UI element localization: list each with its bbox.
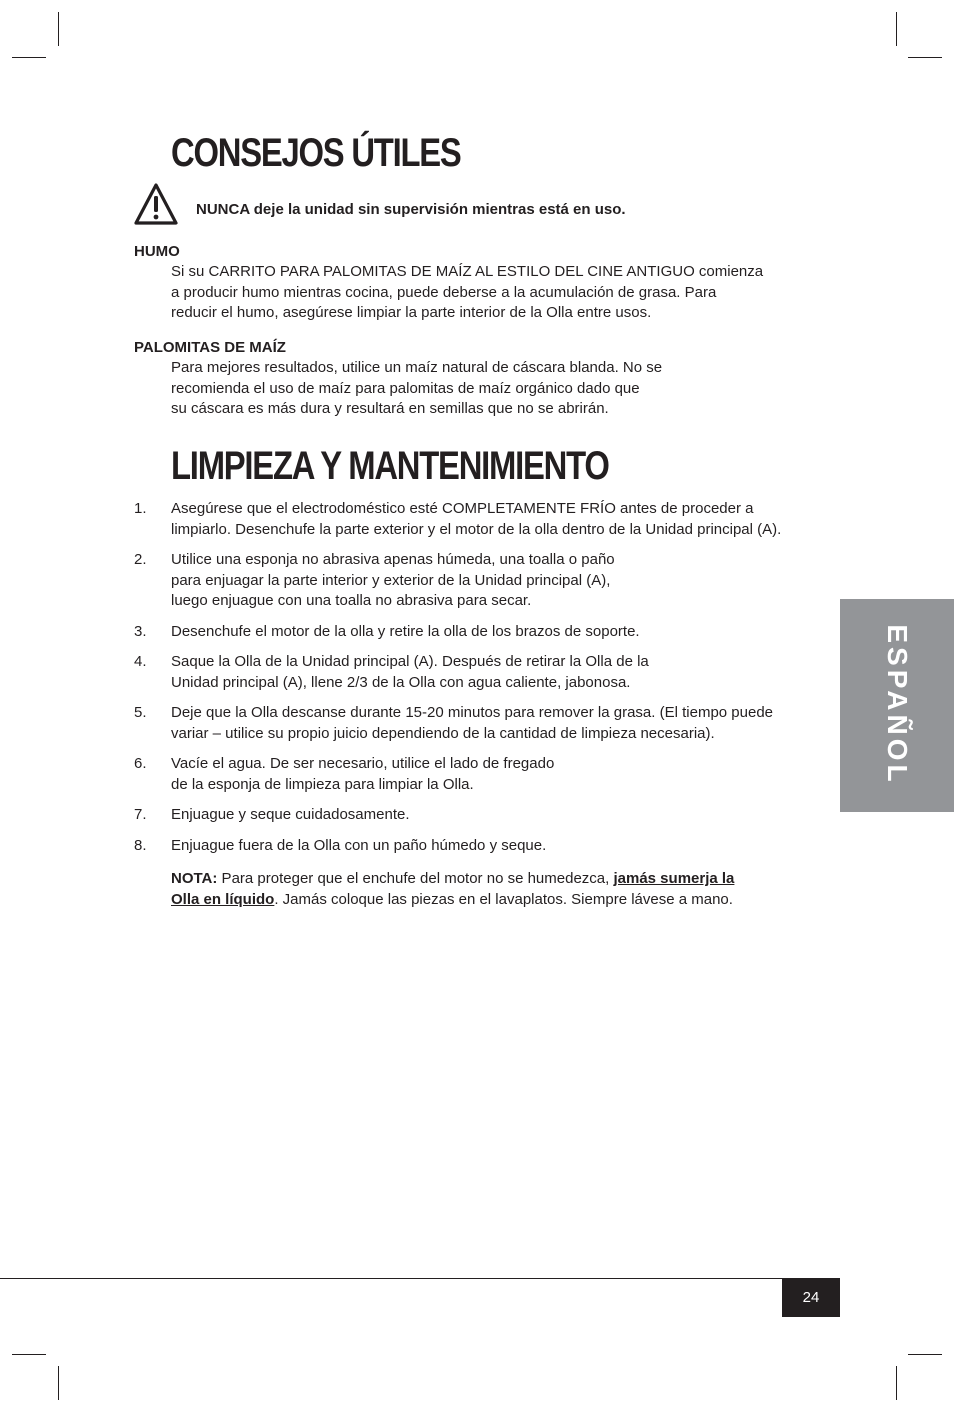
list-item: [134, 754, 834, 795]
list-item-line: para enjuagar la parte interior y exterior de la Unidad principal (A),: [171, 571, 611, 589]
crop-mark: [896, 1366, 897, 1400]
list-item: [134, 805, 834, 826]
paragraph-line: su cáscara es más dura y resultará en semillas que no se abrirán.: [171, 400, 609, 417]
list-item-number: 6.: [134, 755, 147, 772]
list-item-line: de la esponja de limpieza para limpiar la Olla.: [171, 775, 474, 793]
note-emphasis: jamás sumerja la: [613, 870, 735, 887]
list-item-line: Deje que la Olla descanse durante 15-20 minutos para remover la grasa. (El tiempo puede: [171, 704, 774, 721]
crop-mark: [58, 12, 59, 46]
footer-rule: [0, 1278, 840, 1279]
list-item-line: Unidad principal (A), llene 2/3 de la Olla con agua caliente, jabonosa.: [171, 673, 631, 691]
crop-mark: [12, 1354, 46, 1355]
language-tab-label: ESPAÑOL: [882, 624, 913, 786]
list-item-line: variar – utilice su propio juicio dependiendo de la cantidad de limpieza necesaria).: [171, 724, 715, 742]
list-item-line: Vacíe el agua. De ser necesario, utilice el lado de fregado: [171, 755, 555, 772]
note-emphasis: Olla en líquido: [171, 890, 275, 908]
list-item-number: 3.: [134, 622, 147, 640]
note-label: NOTA:: [171, 870, 218, 887]
paragraph-humo: [171, 262, 763, 324]
paragraph-line: recomienda el uso de maíz para palomitas de maíz orgánico dado que: [171, 379, 640, 397]
list-item: [134, 550, 834, 612]
paragraph-palomitas: [171, 358, 662, 420]
subheading-humo: HUMO: [134, 243, 180, 260]
list-item-number: 2.: [134, 551, 147, 568]
cleaning-steps-list: [134, 499, 834, 856]
crop-mark: [58, 1366, 59, 1400]
language-side-tab: [840, 599, 954, 812]
list-item-number: 8.: [134, 836, 147, 854]
warning-text: NUNCA deje la unidad sin supervisión mientras está en uso.: [196, 201, 626, 218]
list-item-line: Saque la Olla de la Unidad principal (A). Después de retirar la Olla de la: [171, 653, 649, 670]
list-item: [134, 836, 834, 857]
crop-mark: [908, 57, 942, 58]
list-item-number: 7.: [134, 806, 147, 823]
list-item: [134, 622, 834, 643]
subheading-palomitas: PALOMITAS DE MAÍZ: [134, 339, 286, 356]
page-number: 24: [782, 1278, 840, 1317]
list-item-line: luego enjuague con una toalla no abrasiva para secar.: [171, 592, 532, 609]
warning-row: [134, 182, 834, 228]
list-item-line: Utilice una esponja no abrasiva apenas húmeda, una toalla o paño: [171, 551, 615, 568]
note-text: . Jamás coloque las piezas en el lavaplatos. Siempre lávese a mano.: [274, 890, 733, 908]
section-title-limpieza: LIMPIEZA Y MANTENIMIENTO: [171, 444, 609, 488]
note-paragraph: [171, 869, 734, 910]
warning-triangle-icon: [134, 182, 178, 226]
crop-mark: [896, 12, 897, 46]
note-text: Para proteger que el enchufe del motor no se humedezca,: [217, 870, 614, 887]
crop-mark: [908, 1354, 942, 1355]
list-item: [134, 703, 834, 744]
list-item-line: Enjuague y seque cuidadosamente.: [171, 806, 410, 823]
list-item-line: Asegúrese que el electrodoméstico esté COMPLETAMENTE FRÍO antes de proceder a: [171, 500, 754, 517]
list-item-number: 4.: [134, 653, 147, 670]
list-item-line: limpiarlo. Desenchufe la parte exterior y el motor de la olla dentro de la Unidad principal (A).: [171, 520, 782, 538]
paragraph-line: Si su CARRITO PARA PALOMITAS DE MAÍZ AL ESTILO DEL CINE ANTIGUO comienza: [171, 263, 764, 280]
list-item-number: 1.: [134, 500, 147, 517]
section-title-consejos: CONSEJOS ÚTILES: [171, 131, 461, 175]
paragraph-line: Para mejores resultados, utilice un maíz natural de cáscara blanda. No se: [171, 359, 663, 376]
list-item: [134, 499, 834, 540]
list-item-line: Desenchufe el motor de la olla y retire la olla de los brazos de soporte.: [171, 622, 640, 640]
paragraph-line: reducir el humo, asegúrese limpiar la parte interior de la Olla entre usos.: [171, 304, 652, 321]
list-item-number: 5.: [134, 704, 147, 721]
paragraph-line: a producir humo mientras cocina, puede deberse a la acumulación de grasa. Para: [171, 283, 717, 301]
crop-mark: [12, 57, 46, 58]
list-item-line: Enjuague fuera de la Olla con un paño húmedo y seque.: [171, 836, 547, 854]
list-item: [134, 652, 834, 693]
